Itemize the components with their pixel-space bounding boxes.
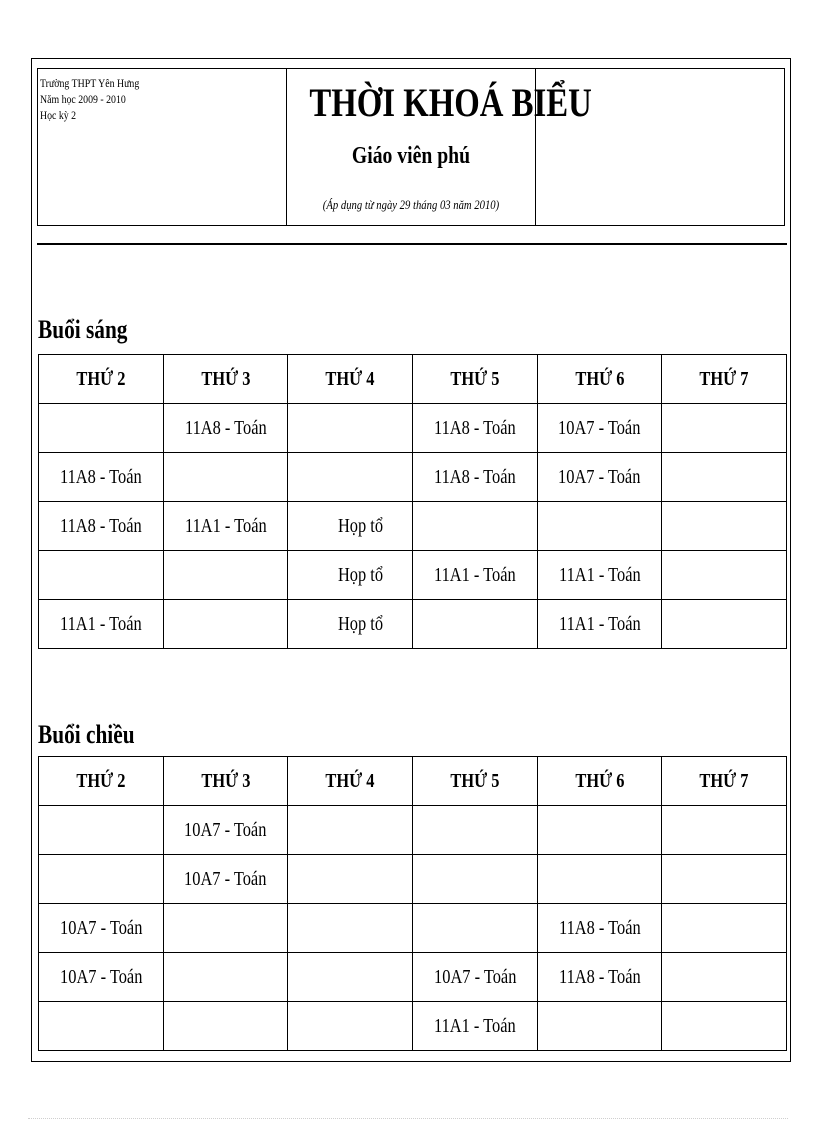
timetable-cell [39, 904, 164, 953]
day-header-label: THỨ 6 [574, 769, 624, 792]
lesson-label: 11A8 - Toán [59, 514, 142, 537]
day-header [288, 757, 413, 806]
lesson-label: 10A7 - Toán [558, 416, 641, 439]
header-divider [37, 243, 787, 245]
timetable-cell [39, 502, 164, 551]
lesson-label: 10A7 - Toán [184, 818, 267, 841]
day-header [163, 355, 288, 404]
lesson-label: 11A1 - Toán [558, 563, 641, 586]
day-header-label: THỨ 5 [450, 367, 500, 390]
timetable-cell [288, 855, 413, 904]
day-header-label: THỨ 5 [450, 769, 500, 792]
day-header [412, 355, 537, 404]
semester: Học kỳ 2 [40, 108, 77, 122]
day-header-label: THỨ 6 [574, 367, 624, 390]
day-header-label: THỨ 2 [76, 769, 126, 792]
day-header-label: THỨ 7 [699, 769, 749, 792]
timetable-cell [662, 855, 787, 904]
day-header-label: THỨ 2 [76, 367, 126, 390]
timetable-cell [288, 806, 413, 855]
timetable-cell [288, 453, 413, 502]
table-row [39, 600, 787, 649]
timetable-cell [39, 806, 164, 855]
page-title: THỜI KHOÁ BIỂU [309, 80, 592, 125]
lesson-label: 11A8 - Toán [433, 416, 516, 439]
day-header [537, 355, 662, 404]
morning-title: Buổi sáng [38, 315, 128, 344]
timetable-cell [412, 953, 537, 1002]
lesson-label: Họp tổ [337, 514, 383, 537]
day-header [39, 355, 164, 404]
timetable-cell [163, 404, 288, 453]
timetable-cell [163, 904, 288, 953]
day-header [288, 355, 413, 404]
timetable-cell [662, 551, 787, 600]
lesson-label: 11A8 - Toán [433, 465, 516, 488]
timetable-cell [163, 1002, 288, 1051]
timetable-cell [39, 953, 164, 1002]
table-header-row [39, 757, 787, 806]
timetable-cell [163, 600, 288, 649]
timetable-cell [39, 855, 164, 904]
timetable-cell [39, 1002, 164, 1051]
school-info [38, 69, 287, 225]
timetable-cell [662, 453, 787, 502]
day-header-label: THỨ 3 [200, 367, 251, 390]
day-header-label: THỨ 7 [699, 367, 749, 390]
day-header [39, 757, 164, 806]
timetable-cell [39, 404, 164, 453]
timetable-cell [537, 551, 662, 600]
timetable-cell [163, 551, 288, 600]
timetable-cell [537, 502, 662, 551]
timetable-cell [662, 404, 787, 453]
lesson-label: 10A7 - Toán [59, 965, 143, 988]
timetable-cell [288, 404, 413, 453]
table-row [39, 1002, 787, 1051]
day-header [662, 757, 787, 806]
timetable-cell [537, 453, 662, 502]
timetable-cell [537, 600, 662, 649]
school-name: Trường THPT Yên Hưng [40, 76, 140, 90]
timetable-cell [662, 502, 787, 551]
timetable-cell [537, 855, 662, 904]
timetable-cell [288, 953, 413, 1002]
timetable-cell [163, 453, 288, 502]
afternoon-timetable [38, 756, 787, 1051]
applied-date: (Áp dụng từ ngày 29 tháng 03 năm 2010) [322, 197, 500, 212]
timetable-cell [288, 904, 413, 953]
timetable-cell [412, 453, 537, 502]
page-edge [28, 1118, 788, 1119]
timetable-cell [163, 502, 288, 551]
day-header-label: THỨ 3 [200, 769, 251, 792]
lesson-label: 11A8 - Toán [59, 465, 142, 488]
table-row [39, 953, 787, 1002]
timetable-cell [662, 806, 787, 855]
day-header [163, 757, 288, 806]
timetable-cell [39, 551, 164, 600]
lesson-label: 11A1 - Toán [59, 612, 142, 635]
day-header [412, 757, 537, 806]
lesson-label: 11A1 - Toán [184, 514, 267, 537]
timetable-cell [537, 1002, 662, 1051]
timetable-cell [163, 806, 288, 855]
timetable-cell [163, 953, 288, 1002]
timetable-cell [39, 600, 164, 649]
timetable-cell [412, 502, 537, 551]
lesson-label: 10A7 - Toán [558, 465, 641, 488]
timetable-cell [288, 502, 413, 551]
timetable-cell [412, 904, 537, 953]
lesson-label: 11A8 - Toán [558, 965, 641, 988]
timetable-cell [662, 904, 787, 953]
lesson-label: 10A7 - Toán [433, 965, 516, 988]
table-row [39, 855, 787, 904]
lesson-label: 11A8 - Toán [184, 416, 267, 439]
day-header-label: THỨ 4 [325, 769, 375, 792]
lesson-label: Họp tổ [337, 612, 383, 635]
timetable-cell [412, 806, 537, 855]
lesson-label: 11A1 - Toán [433, 563, 516, 586]
timetable-cell [412, 404, 537, 453]
timetable-cell [288, 551, 413, 600]
lesson-label: 11A8 - Toán [558, 916, 641, 939]
timetable-cell [662, 1002, 787, 1051]
lesson-label: Họp tổ [337, 563, 383, 586]
timetable-cell [288, 600, 413, 649]
timetable-cell [537, 904, 662, 953]
lesson-label: 11A1 - Toán [558, 612, 641, 635]
timetable-cell [163, 855, 288, 904]
day-header-label: THỨ 4 [325, 367, 375, 390]
timetable-cell [412, 600, 537, 649]
day-header [662, 355, 787, 404]
teacher-name: Giáo viên phú [351, 143, 471, 169]
timetable-cell [412, 1002, 537, 1051]
table-header-row [39, 355, 787, 404]
title-block [287, 69, 592, 225]
table-row [39, 502, 787, 551]
timetable-cell [288, 1002, 413, 1051]
school-year: Năm học 2009 - 2010 [40, 92, 126, 106]
timetable-cell [662, 953, 787, 1002]
morning-timetable [38, 354, 787, 649]
afternoon-title: Buổi chiều [38, 720, 135, 749]
timetable-cell [537, 953, 662, 1002]
table-row [39, 551, 787, 600]
timetable-cell [537, 806, 662, 855]
timetable-cell [537, 404, 662, 453]
timetable-cell [662, 600, 787, 649]
table-row [39, 404, 787, 453]
lesson-label: 10A7 - Toán [59, 916, 143, 939]
timetable-cell [412, 855, 537, 904]
timetable-cell [39, 453, 164, 502]
table-row [39, 806, 787, 855]
timetable-cell [412, 551, 537, 600]
lesson-label: 11A1 - Toán [433, 1014, 516, 1037]
header-box [37, 68, 785, 226]
table-row [39, 904, 787, 953]
table-row [39, 453, 787, 502]
lesson-label: 10A7 - Toán [184, 867, 267, 890]
day-header [537, 757, 662, 806]
